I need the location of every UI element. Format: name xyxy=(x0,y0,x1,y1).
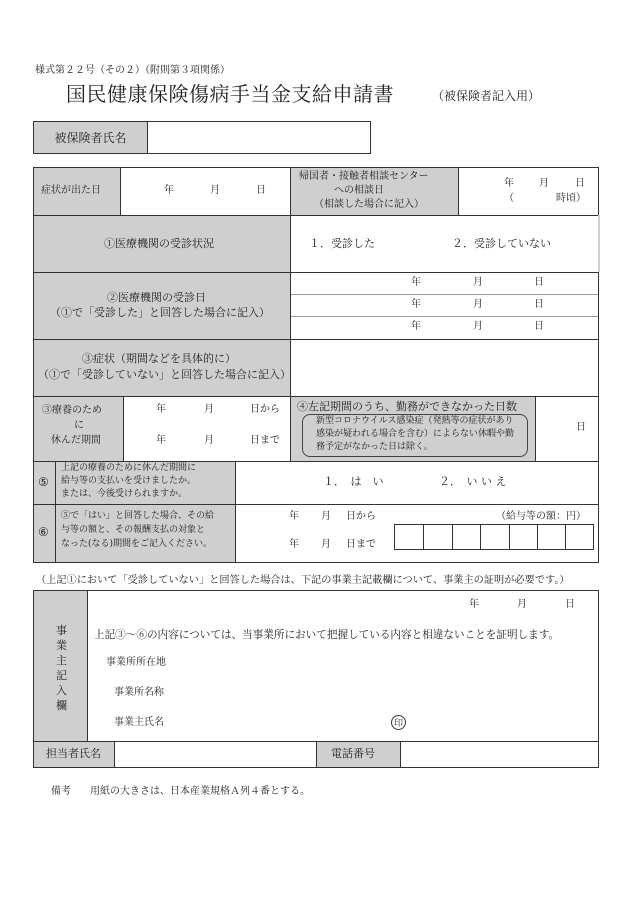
remark-label: 備考 xyxy=(51,786,71,797)
form-title: 国民健康保険傷病手当金支給申請書 xyxy=(66,82,394,106)
q4-label-line3: 休んだ期間 xyxy=(51,435,101,446)
staff-input[interactable] xyxy=(116,742,316,767)
insured-name-label: 被保険者氏名 xyxy=(34,122,148,153)
consult-month[interactable]: 月 xyxy=(539,178,549,189)
q6-from-month[interactable]: 月 xyxy=(321,511,331,522)
q2-row2-day[interactable]: 日 xyxy=(534,299,544,310)
consult-day[interactable]: 日 xyxy=(575,178,585,189)
symptom-year[interactable]: 年 xyxy=(164,185,174,196)
symptom-label: 症状が出た日 xyxy=(41,185,101,196)
form-subtitle: （被保険者記入用） xyxy=(432,89,541,103)
q2-row1-year[interactable]: 年 xyxy=(411,277,421,288)
q4-to-month[interactable]: 月 xyxy=(204,435,214,446)
insured-name-input[interactable] xyxy=(148,122,370,153)
q3-label: ③症状（期間などを具体的に） xyxy=(82,352,236,365)
remark-text: 用紙の大きさは、日本産業規格Ａ列４番とする。 xyxy=(90,786,310,797)
q6-to-year[interactable]: 年 xyxy=(289,539,299,550)
phone-label: 電話番号 xyxy=(331,747,375,760)
employer-notice: （上記①において「受診していない」と回答した場合は、下記の事業主記載欄について、事業主の証明が必要です。） xyxy=(36,575,570,586)
q1-option-not-received[interactable]: ２．受診していない xyxy=(452,237,551,250)
q1-label: ①医療機関の受診状況 xyxy=(104,237,214,250)
days-note-line1: 新型コロナウイルス感染症（発熱等の症状があり xyxy=(316,416,514,426)
consult-year[interactable]: 年 xyxy=(504,178,514,189)
q6-from-year[interactable]: 年 xyxy=(289,511,299,522)
form-number: 様式第２２号（その２）（附則第３項関係） xyxy=(35,65,230,76)
consult-label-2: への相談日 xyxy=(334,185,384,196)
q5-option-no[interactable]: ２． い い え xyxy=(439,475,507,488)
q4-from-day[interactable]: 日から xyxy=(250,404,280,415)
employer-side-5: 入 xyxy=(56,684,67,697)
consult-open-paren: （ xyxy=(504,193,514,204)
q5-text-line1: 上記の療養のために休んだ期間に xyxy=(61,463,197,473)
consult-label-1: 帰国者・接触者相談センター xyxy=(299,171,429,182)
q2-row2-year[interactable]: 年 xyxy=(411,299,421,310)
q5-text-line3: または、今後受けられますか。 xyxy=(61,489,188,499)
q2-row1-day[interactable]: 日 xyxy=(534,277,544,288)
q1-option-received[interactable]: １．受診した xyxy=(309,237,375,250)
q4-from-year[interactable]: 年 xyxy=(156,404,166,415)
employer-year[interactable]: 年 xyxy=(469,599,479,610)
q6-text-line1: ⑤で「はい」と回答した場合、その給 xyxy=(61,511,215,521)
insured-name-row xyxy=(33,121,371,154)
employer-address-label: 事業所所在地 xyxy=(106,657,166,668)
q2-row3-day[interactable]: 日 xyxy=(534,321,544,332)
q6-to-day[interactable]: 日まで xyxy=(346,539,376,550)
q6-to-month[interactable]: 月 xyxy=(321,539,331,550)
q2-label: ②医療機関の受診日 xyxy=(107,291,206,304)
employer-certify: 上記③～⑥の内容については、当事業所において把握している内容と相違ないことを証明します。 xyxy=(94,629,560,641)
q2-row3-month[interactable]: 月 xyxy=(473,321,483,332)
employer-side-6: 欄 xyxy=(56,699,67,712)
days-note-line2: 感染が疑われる場合を含む）によらない休暇や勤 xyxy=(316,429,515,439)
seal-mark: 印 xyxy=(391,715,406,730)
q6-amount-boxes[interactable] xyxy=(394,524,594,550)
employer-name-label: 事業所名称 xyxy=(114,687,164,698)
consult-hour[interactable]: 時頃） xyxy=(556,193,586,204)
employer-month[interactable]: 月 xyxy=(517,599,527,610)
employer-day[interactable]: 日 xyxy=(565,599,575,610)
q4-label-line2: に xyxy=(74,420,84,431)
q6-text-line2: 与等の額と、その報酬支払の対象と xyxy=(61,525,206,535)
q3-note: （①で「受診していない」と回答した場合に記入） xyxy=(38,368,291,381)
employer-side-4: 記 xyxy=(56,669,67,682)
q2-row3-year[interactable]: 年 xyxy=(411,321,421,332)
employer-side-1: 事 xyxy=(56,624,67,637)
q3-input[interactable] xyxy=(291,340,597,395)
days-note-line3: 務予定がなかった日は除く。 xyxy=(316,442,433,452)
q6-number: ⑥ xyxy=(38,525,49,539)
q2-note: （①で「受診した」と回答した場合に記入） xyxy=(50,306,270,319)
symptom-day[interactable]: 日 xyxy=(256,185,266,196)
employer-side-3: 主 xyxy=(56,654,67,667)
q2-row1-month[interactable]: 月 xyxy=(473,277,483,288)
q4-from-month[interactable]: 月 xyxy=(204,404,214,415)
phone-input[interactable] xyxy=(402,742,598,767)
q4-label-line1: ③療養のため xyxy=(42,405,102,416)
q4-to-day[interactable]: 日まで xyxy=(250,435,280,446)
q4-to-year[interactable]: 年 xyxy=(156,435,166,446)
days-unit[interactable]: 日 xyxy=(576,422,586,433)
q6-text-line3: なった(なる)期間をご記入ください。 xyxy=(61,539,213,549)
q6-amount-label: （給与等の額：円） xyxy=(496,511,586,522)
days-label: ④左記期間のうち、勤務ができなかった日数 xyxy=(297,400,517,413)
consult-label-3: （相談した場合に記入） xyxy=(314,199,424,210)
employer-side-2: 業 xyxy=(56,639,67,652)
q5-option-yes[interactable]: １． は い xyxy=(323,475,384,488)
q5-text-line2: 給与等の支払いを受けましたか。 xyxy=(61,476,197,486)
main-table xyxy=(33,167,599,563)
symptom-month[interactable]: 月 xyxy=(210,185,220,196)
employer-table xyxy=(33,590,599,768)
staff-label: 担当者氏名 xyxy=(46,747,101,760)
q2-row2-month[interactable]: 月 xyxy=(473,299,483,310)
q5-number: ⑤ xyxy=(38,475,49,489)
employer-owner-label: 事業主氏名 xyxy=(114,717,164,728)
q6-from-day[interactable]: 日から xyxy=(346,511,376,522)
